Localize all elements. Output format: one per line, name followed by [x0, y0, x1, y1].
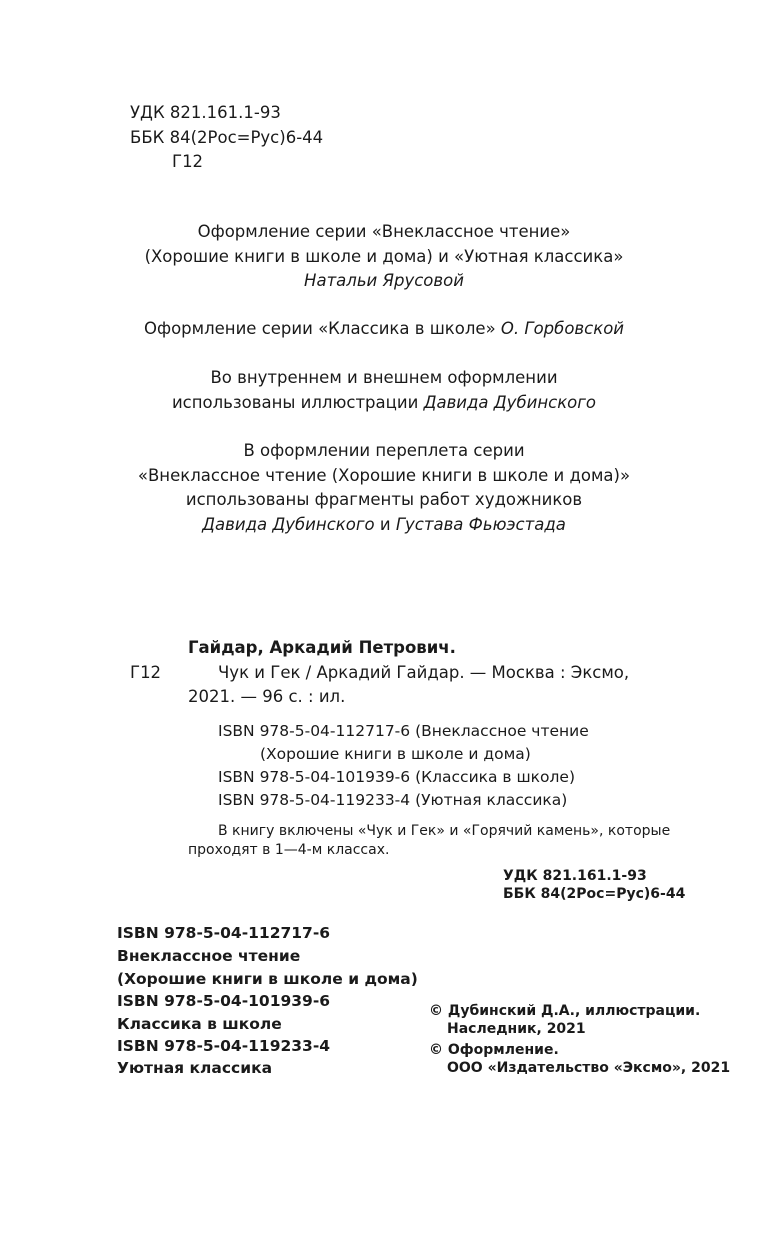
catalog-isbn1-cont: (Хорошие книги в школе и дома) — [260, 745, 531, 763]
illus-text: использованы иллюстрации — [171, 393, 419, 412]
catalog-isbn3: ISBN 978-5-04-119233-4 (Уютная классика) — [218, 791, 568, 809]
series2-credit — [0, 319, 768, 338]
illus-line2 — [0, 393, 768, 412]
series2-text: Оформление серии «Классика в школе» — [143, 319, 496, 338]
footer-isbn-line6: ISBN 978-5-04-119233-4 — [117, 1037, 331, 1055]
catalog-bbk: ББК 84(2Рос=Рус)6-44 — [503, 886, 686, 902]
catalog-isbn2: ISBN 978-5-04-101939-6 (Классика в школе) — [218, 768, 576, 786]
copyright-line1: © Дубинский Д.А., иллюстрации. — [429, 1003, 701, 1019]
catalog-isbn1: ISBN 978-5-04-112717-6 (Внеклассное чтение — [218, 722, 589, 740]
catalog-annotation-line2: проходят в 1—4-м классах. — [188, 842, 390, 858]
catalog-author-heading: Гайдар, Аркадий Петрович. — [188, 638, 456, 657]
series1-line1: Оформление серии «Внеклассное чтение» — [197, 222, 571, 241]
series1-designer: Натальи Ярусовой — [304, 271, 464, 290]
binding-artists — [0, 515, 768, 534]
footer-isbn-line5: Классика в школе — [117, 1015, 282, 1033]
footer-isbn-line2: Внеклассное чтение — [117, 947, 301, 965]
catalog-desc-line2: 2021. — 96 с. : ил. — [188, 687, 346, 706]
catalog-mark: Г12 — [130, 663, 162, 682]
catalog-annotation-line1: В книгу включены «Чук и Гек» и «Горячий камень», которые — [218, 823, 671, 839]
binding-line2: «Внеклассное чтение (Хорошие книги в школе и дома)» — [137, 466, 631, 485]
footer-isbn-line3: (Хорошие книги в школе и дома) — [117, 970, 418, 988]
binding-line1: В оформлении переплета серии — [243, 441, 525, 460]
binding-line3: использованы фрагменты работ художников — [185, 490, 583, 509]
header-author-mark: Г12 — [172, 152, 204, 171]
illus-line1: Во внутреннем и внешнем оформлении — [210, 368, 558, 387]
series1-line2: (Хорошие книги в школе и дома) и «Уютная классика» — [144, 247, 624, 266]
footer-isbn-line7: Уютная классика — [117, 1059, 273, 1077]
footer-isbn-line4: ISBN 978-5-04-101939-6 — [117, 992, 331, 1010]
binding-artist1: Давида Дубинского — [202, 515, 375, 534]
copyright-line4: ООО «Издательство «Эксмо», 2021 — [447, 1060, 731, 1076]
catalog-desc-line1: Чук и Гек / Аркадий Гайдар. — Москва : Эксмо, — [218, 663, 630, 682]
footer-isbn-line1: ISBN 978-5-04-112717-6 — [117, 924, 331, 942]
copyright-line2: Наследник, 2021 — [447, 1021, 586, 1037]
illus-artist: Давида Дубинского — [423, 393, 597, 412]
catalog-udk: УДК 821.161.1-93 — [503, 868, 647, 884]
binding-artist2: Густава Фьюэстада — [395, 515, 566, 534]
header-bbk: ББК 84(2Рос=Рус)6-44 — [130, 128, 324, 147]
header-udk: УДК 821.161.1-93 — [130, 103, 281, 122]
binding-and: и — [379, 515, 391, 534]
series2-designer: О. Горбовской — [500, 319, 625, 338]
copyright-line3: © Оформление. — [429, 1042, 559, 1058]
